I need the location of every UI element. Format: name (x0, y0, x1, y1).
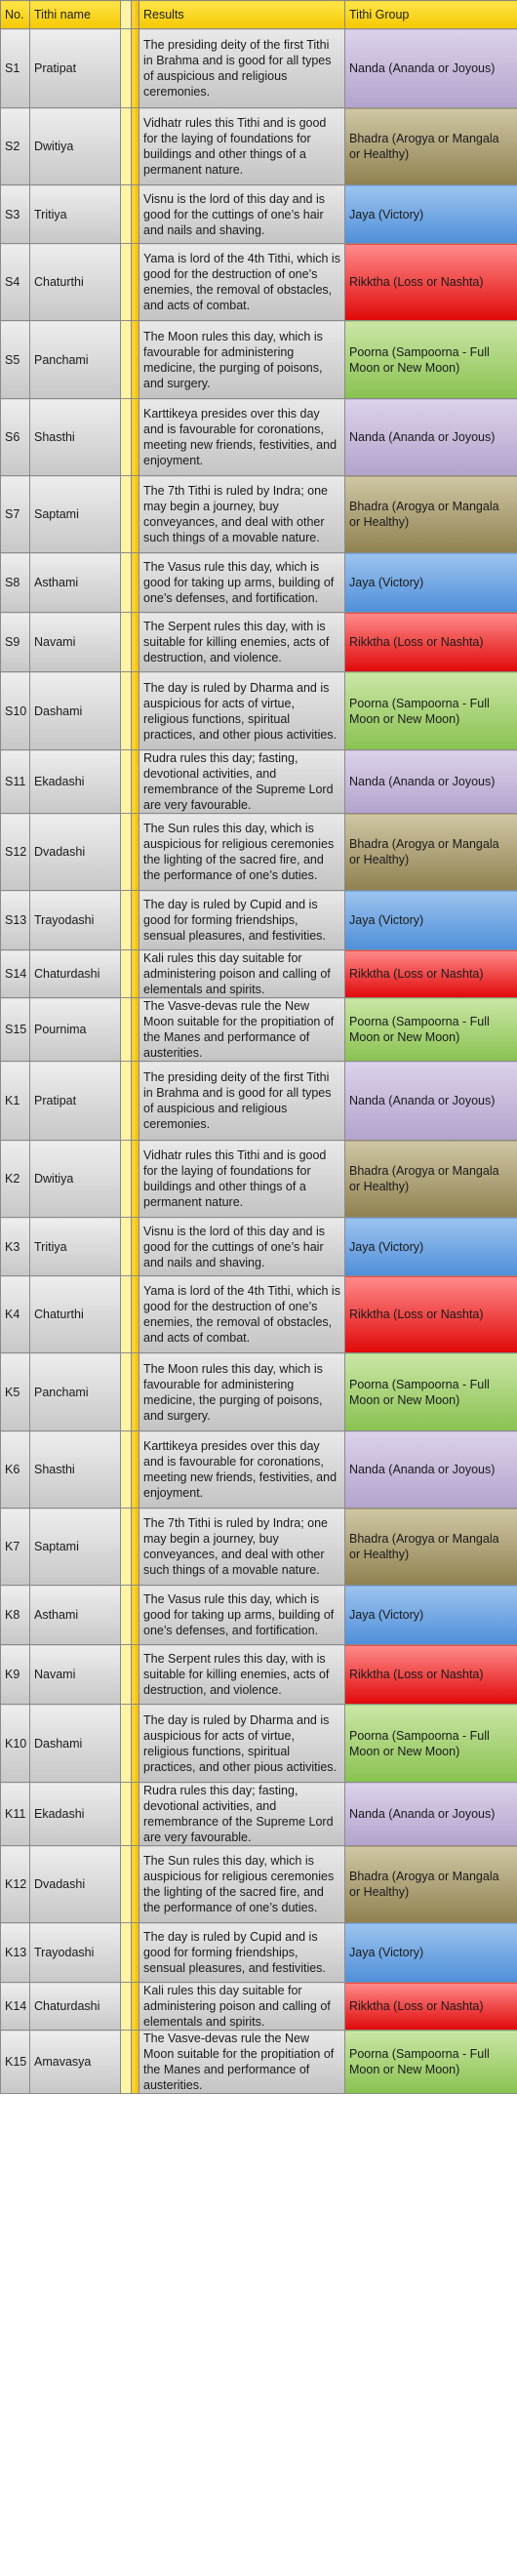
table-row (1, 321, 517, 399)
tithi-result: The Sun rules this day, which is auspicious for religious ceremonies the lighting of the sacred fire, and the performance of one’s duties. (139, 814, 345, 891)
tithi-group: Bhadra (Arogya or Mangala or Healthy) (345, 476, 517, 553)
table-row (1, 399, 517, 476)
row-spacer (121, 185, 132, 244)
table-row (1, 1141, 517, 1218)
tithi-result: The Vasve-devas rule the New Moon suitable for the propitiation of the Manes and performance of austerities. (139, 2031, 345, 2094)
row-spacer (121, 553, 132, 613)
table-row (1, 613, 517, 672)
header-spacer (132, 1, 139, 29)
tithi-group: Bhadra (Arogya or Mangala or Healthy) (345, 1141, 517, 1218)
row-spacer (132, 399, 139, 476)
tithi-result: Vidhatr rules this Tithi and is good for the laying of foundations for buildings and other things of a permanent nature. (139, 108, 345, 185)
table-row (1, 1062, 517, 1141)
tithi-name: Chaturthi (30, 244, 121, 321)
tithi-group: Poorna (Sampoorna - Full Moon or New Moon) (345, 998, 517, 1062)
row-spacer (132, 476, 139, 553)
header-row (1, 1, 517, 29)
row-spacer (132, 1141, 139, 1218)
tithi-result: The Moon rules this day, which is favourable for administering medicine, the purging of poisons, and surgery. (139, 1353, 345, 1431)
tithi-name: Dashami (30, 1705, 121, 1783)
row-number: S3 (1, 185, 30, 244)
tithi-group: Jaya (Victory) (345, 1218, 517, 1276)
row-number: S6 (1, 399, 30, 476)
row-number: S1 (1, 29, 30, 108)
row-number: S8 (1, 553, 30, 613)
tithi-result: The Vasve-devas rule the New Moon suitable for the propitiation of the Manes and performance of austerities. (139, 998, 345, 1062)
tithi-name: Asthami (30, 553, 121, 613)
row-number: K14 (1, 1983, 30, 2031)
tithi-group: Jaya (Victory) (345, 1923, 517, 1983)
table-row (1, 553, 517, 613)
row-number: K15 (1, 2031, 30, 2094)
row-spacer (121, 672, 132, 750)
tithi-name: Panchami (30, 1353, 121, 1431)
tithi-name: Ekadashi (30, 750, 121, 814)
tithi-group: Jaya (Victory) (345, 553, 517, 613)
table-row (1, 1276, 517, 1353)
table-row (1, 672, 517, 750)
table-row (1, 950, 517, 998)
tithi-name: Pratipat (30, 1062, 121, 1141)
tithi-result: The Vasus rule this day, which is good for taking up arms, building of one’s defenses, and fortification. (139, 1586, 345, 1645)
row-spacer (121, 1983, 132, 2031)
row-spacer (132, 1846, 139, 1923)
table-row (1, 1353, 517, 1431)
tithi-group: Jaya (Victory) (345, 891, 517, 950)
tithi-result: Karttikeya presides over this day and is favourable for coronations, meeting new friends, festivities, and enjoyment. (139, 399, 345, 476)
row-spacer (121, 244, 132, 321)
tithi-group: Poorna (Sampoorna - Full Moon or New Moon) (345, 1705, 517, 1783)
tithi-result: Karttikeya presides over this day and is favourable for coronations, meeting new friends, festivities, and enjoyment. (139, 1431, 345, 1509)
row-number: K9 (1, 1645, 30, 1705)
table-row (1, 1645, 517, 1705)
tithi-result: The 7th Tithi is ruled by Indra; one may begin a journey, buy conveyances, and deal with other such things of a movable nature. (139, 476, 345, 553)
row-number: K3 (1, 1218, 30, 1276)
tithi-name: Asthami (30, 1586, 121, 1645)
row-number: K4 (1, 1276, 30, 1353)
row-number: K5 (1, 1353, 30, 1431)
row-spacer (121, 1062, 132, 1141)
tithi-name: Dvadashi (30, 1846, 121, 1923)
row-spacer (121, 108, 132, 185)
tithi-group: Rikktha (Loss or Nashta) (345, 1276, 517, 1353)
row-number: K12 (1, 1846, 30, 1923)
tithi-name: Saptami (30, 1509, 121, 1586)
tithi-name: Tritiya (30, 1218, 121, 1276)
tithi-result: The Moon rules this day, which is favourable for administering medicine, the purging of poisons, and surgery. (139, 321, 345, 399)
table-row (1, 1705, 517, 1783)
row-spacer (121, 399, 132, 476)
row-spacer (132, 185, 139, 244)
row-spacer (121, 2031, 132, 2094)
row-spacer (121, 750, 132, 814)
row-spacer (132, 1586, 139, 1645)
tithi-result: The Serpent rules this day, with is suitable for killing enemies, acts of destruction, and violence. (139, 1645, 345, 1705)
tithi-group: Jaya (Victory) (345, 1586, 517, 1645)
tithi-result: Kali rules this day suitable for administering poison and calling of elementals and spirits. (139, 950, 345, 998)
tithi-group: Bhadra (Arogya or Mangala or Healthy) (345, 814, 517, 891)
tithi-name: Pournima (30, 998, 121, 1062)
tithi-name: Pratipat (30, 29, 121, 108)
tithi-name: Navami (30, 613, 121, 672)
table-row (1, 29, 517, 108)
row-spacer (132, 29, 139, 108)
tithi-group: Nanda (Ananda or Joyous) (345, 1062, 517, 1141)
tithi-result: The day is ruled by Cupid and is good for forming friendships, sensual pleasures, and festivities. (139, 891, 345, 950)
row-number: K1 (1, 1062, 30, 1141)
tithi-result: Yama is lord of the 4th Tithi, which is good for the destruction of one’s enemies, the removal of obstacles, and acts of combat. (139, 244, 345, 321)
tithi-result: The presiding deity of the first Tithi in Brahma and is good for all types of auspicious and religious ceremonies. (139, 29, 345, 108)
tithi-result: Visnu is the lord of this day and is good for the cuttings of one’s hair and nails and shaving. (139, 1218, 345, 1276)
tithi-name: Trayodashi (30, 891, 121, 950)
row-number: K11 (1, 1783, 30, 1846)
table-row (1, 1983, 517, 2031)
row-spacer (132, 1645, 139, 1705)
tithi-group: Bhadra (Arogya or Mangala or Healthy) (345, 1509, 517, 1586)
tithi-name: Ekadashi (30, 1783, 121, 1846)
table-row (1, 244, 517, 321)
row-spacer (132, 1353, 139, 1431)
row-number: S5 (1, 321, 30, 399)
tithi-result: The Serpent rules this day, with is suitable for killing enemies, acts of destruction, and violence. (139, 613, 345, 672)
row-spacer (132, 2031, 139, 2094)
row-spacer (121, 1509, 132, 1586)
tithi-result: Rudra rules this day; fasting, devotional activities, and remembrance of the Supreme Lord are very favourable. (139, 750, 345, 814)
row-number: S10 (1, 672, 30, 750)
row-spacer (132, 998, 139, 1062)
tithi-name: Dwitiya (30, 1141, 121, 1218)
row-spacer (121, 1705, 132, 1783)
tithi-name: Chaturthi (30, 1276, 121, 1353)
tithi-name: Dwitiya (30, 108, 121, 185)
table-row (1, 476, 517, 553)
table-row (1, 1923, 517, 1983)
tithi-group: Jaya (Victory) (345, 185, 517, 244)
tithi-name: Shasthi (30, 1431, 121, 1509)
row-number: S4 (1, 244, 30, 321)
row-number: S11 (1, 750, 30, 814)
row-spacer (121, 476, 132, 553)
row-spacer (121, 321, 132, 399)
row-spacer (121, 1645, 132, 1705)
row-spacer (132, 1218, 139, 1276)
row-spacer (132, 1062, 139, 1141)
tithi-group: Rikktha (Loss or Nashta) (345, 613, 517, 672)
row-spacer (132, 1509, 139, 1586)
row-spacer (132, 613, 139, 672)
row-spacer (121, 1846, 132, 1923)
tithi-group: Nanda (Ananda or Joyous) (345, 1431, 517, 1509)
table-row (1, 814, 517, 891)
tithi-result: The Sun rules this day, which is auspicious for religious ceremonies the lighting of the sacred fire, and the performance of one’s duties. (139, 1846, 345, 1923)
row-number: S9 (1, 613, 30, 672)
header-tithi-name: Tithi name (30, 1, 121, 29)
tithi-group: Nanda (Ananda or Joyous) (345, 750, 517, 814)
tithi-name: Dvadashi (30, 814, 121, 891)
row-number: S2 (1, 108, 30, 185)
row-spacer (132, 950, 139, 998)
tithi-group: Rikktha (Loss or Nashta) (345, 1983, 517, 2031)
row-spacer (132, 750, 139, 814)
tithi-name: Chaturdashi (30, 950, 121, 998)
table-row (1, 185, 517, 244)
tithi-result: Visnu is the lord of this day and is good for the cuttings of one’s hair and nails and shaving. (139, 185, 345, 244)
table-row (1, 891, 517, 950)
tithi-group: Rikktha (Loss or Nashta) (345, 950, 517, 998)
row-spacer (121, 1586, 132, 1645)
row-number: K7 (1, 1509, 30, 1586)
row-spacer (132, 1923, 139, 1983)
table-row (1, 1218, 517, 1276)
row-spacer (132, 672, 139, 750)
row-number: S12 (1, 814, 30, 891)
row-spacer (121, 1431, 132, 1509)
row-spacer (132, 1983, 139, 2031)
row-spacer (132, 108, 139, 185)
tithi-name: Trayodashi (30, 1923, 121, 1983)
tithi-result: The Vasus rule this day, which is good for taking up arms, building of one’s defenses, and fortification. (139, 553, 345, 613)
row-number: K13 (1, 1923, 30, 1983)
row-spacer (121, 998, 132, 1062)
row-number: S7 (1, 476, 30, 553)
row-spacer (121, 950, 132, 998)
tithi-result: The 7th Tithi is ruled by Indra; one may begin a journey, buy conveyances, and deal with other such things of a movable nature. (139, 1509, 345, 1586)
table-row (1, 998, 517, 1062)
tithi-group: Nanda (Ananda or Joyous) (345, 1783, 517, 1846)
tithi-group: Poorna (Sampoorna - Full Moon or New Moon) (345, 1353, 517, 1431)
row-spacer (121, 1276, 132, 1353)
table-row (1, 1586, 517, 1645)
row-number: S15 (1, 998, 30, 1062)
row-spacer (121, 891, 132, 950)
row-spacer (121, 29, 132, 108)
tithi-group: Poorna (Sampoorna - Full Moon or New Moon) (345, 2031, 517, 2094)
tithi-group: Rikktha (Loss or Nashta) (345, 1645, 517, 1705)
tithi-name: Navami (30, 1645, 121, 1705)
tithi-result: Vidhatr rules this Tithi and is good for the laying of foundations for buildings and other things of a permanent nature. (139, 1141, 345, 1218)
table-row (1, 108, 517, 185)
row-number: K2 (1, 1141, 30, 1218)
row-spacer (132, 814, 139, 891)
row-spacer (132, 321, 139, 399)
tithi-result: Rudra rules this day; fasting, devotional activities, and remembrance of the Supreme Lord are very favourable. (139, 1783, 345, 1846)
row-number: K10 (1, 1705, 30, 1783)
tithi-name: Panchami (30, 321, 121, 399)
row-spacer (121, 1923, 132, 1983)
tithi-group: Bhadra (Arogya or Mangala or Healthy) (345, 108, 517, 185)
row-spacer (121, 814, 132, 891)
table-row (1, 1509, 517, 1586)
row-spacer (132, 1276, 139, 1353)
row-spacer (132, 891, 139, 950)
tithi-group: Poorna (Sampoorna - Full Moon or New Moon) (345, 321, 517, 399)
row-number: S13 (1, 891, 30, 950)
row-spacer (132, 244, 139, 321)
row-spacer (132, 553, 139, 613)
header-spacer (121, 1, 132, 29)
row-spacer (121, 1783, 132, 1846)
row-number: S14 (1, 950, 30, 998)
header-tithi-group: Tithi Group (345, 1, 517, 29)
tithi-name: Tritiya (30, 185, 121, 244)
tithi-result: The presiding deity of the first Tithi in Brahma and is good for all types of auspicious and religious ceremonies. (139, 1062, 345, 1141)
tithi-name: Saptami (30, 476, 121, 553)
row-spacer (132, 1705, 139, 1783)
table-row (1, 1783, 517, 1846)
row-spacer (121, 1353, 132, 1431)
row-spacer (121, 613, 132, 672)
row-spacer (132, 1783, 139, 1846)
table-row (1, 1431, 517, 1509)
tithi-name: Dashami (30, 672, 121, 750)
tithi-result: The day is ruled by Dharma and is auspicious for acts of virtue, religious functions, spiritual practices, and other pious activities. (139, 1705, 345, 1783)
table-row (1, 750, 517, 814)
row-spacer (132, 1431, 139, 1509)
row-spacer (121, 1218, 132, 1276)
table-row (1, 2031, 517, 2094)
tithi-group: Poorna (Sampoorna - Full Moon or New Moon) (345, 672, 517, 750)
header-no: No. (1, 1, 30, 29)
tithi-result: The day is ruled by Dharma and is auspicious for acts of virtue, religious functions, spiritual practices, and other pious activities. (139, 672, 345, 750)
tithi-result: Yama is lord of the 4th Tithi, which is good for the destruction of one’s enemies, the removal of obstacles, and acts of combat. (139, 1276, 345, 1353)
header-results: Results (139, 1, 345, 29)
tithi-name: Shasthi (30, 399, 121, 476)
tithi-result: Kali rules this day suitable for administering poison and calling of elementals and spirits. (139, 1983, 345, 2031)
row-number: K8 (1, 1586, 30, 1645)
row-spacer (121, 1141, 132, 1218)
tithi-group: Bhadra (Arogya or Mangala or Healthy) (345, 1846, 517, 1923)
tithi-group: Nanda (Ananda or Joyous) (345, 29, 517, 108)
tithi-result: The day is ruled by Cupid and is good for forming friendships, sensual pleasures, and festivities. (139, 1923, 345, 1983)
tithi-name: Chaturdashi (30, 1983, 121, 2031)
tithi-group: Rikktha (Loss or Nashta) (345, 244, 517, 321)
row-number: K6 (1, 1431, 30, 1509)
table-row (1, 1846, 517, 1923)
tithi-name: Amavasya (30, 2031, 121, 2094)
tithi-group: Nanda (Ananda or Joyous) (345, 399, 517, 476)
